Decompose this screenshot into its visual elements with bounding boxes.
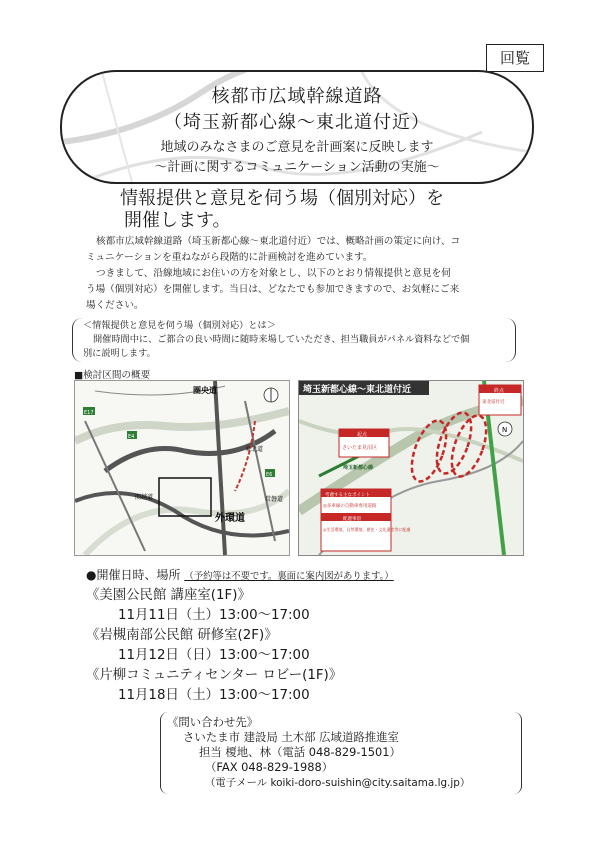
intro-p2-line-1: つきまして、沿線地域にお住いの方を対象とし、以下のとおり情報提供と意見を伺 bbox=[96, 268, 451, 279]
title-line-2: （埼玉新都心線～東北道付近） bbox=[164, 112, 430, 133]
start-label: 起点 bbox=[357, 432, 368, 438]
contact-email: （電子メール koiki-doro-suishin@city.saitama.lg.jp） bbox=[205, 777, 471, 789]
config-label: 配慮事項 bbox=[343, 517, 361, 522]
schedule-heading-row bbox=[86, 566, 394, 583]
note-box bbox=[72, 318, 516, 362]
e6-label: E6 bbox=[266, 472, 273, 478]
venue-1-place: 《美園公民館 講座室(1F)》 bbox=[86, 588, 251, 603]
config-body: ◎生活環境、自然環境、歴史・文化遺産等に配慮 bbox=[323, 527, 411, 532]
contact-fax: （FAX 048-829-1988） bbox=[205, 760, 334, 774]
circulation-label: 回覧 bbox=[486, 44, 544, 72]
consider-body: ◎多車線の自動車専用道路 bbox=[323, 504, 377, 509]
venue-3-datetime: 11月18日（土）13:00～17:00 bbox=[118, 688, 310, 703]
end-label: 終点 bbox=[494, 388, 505, 394]
contact-box bbox=[160, 712, 522, 794]
compass-letter: N bbox=[502, 426, 508, 434]
regional-overview-map bbox=[74, 380, 290, 556]
tohoku-label: 東北道 bbox=[245, 446, 264, 453]
headline bbox=[120, 188, 444, 232]
venue-3-place: 《片柳コミュニティセンター ロビー(1F)》 bbox=[86, 668, 343, 683]
route-name: 埼玉新都心線 bbox=[343, 465, 374, 471]
intro-paragraph-1 bbox=[86, 234, 522, 266]
gaikan-label: 外環道 bbox=[215, 513, 245, 524]
headline-line-1: 情報提供と意見を伺う場（個別対応）を bbox=[120, 188, 444, 209]
venue-2-place: 《岩槻南部公民館 研修室(2F)》 bbox=[86, 628, 278, 643]
subtitle-line-1: 地域のみなさまのご意見を計画案に反映します bbox=[160, 140, 434, 155]
title-banner bbox=[60, 70, 534, 184]
note-line-2: 開催時間中に、ご都合の良い時間に随時来場していただき、担当職員がパネル資料などで個 bbox=[93, 334, 470, 345]
intro-p2-line-2: う場（個別対応）を開催します。当日は、どなたでも参加できますので、お気軽にご来 bbox=[86, 284, 460, 295]
ken-o-label: 圏央道 bbox=[193, 386, 217, 395]
map2-title: 埼玉新都心線～東北道付近 bbox=[303, 385, 412, 395]
end-place: 東北道付近 bbox=[482, 400, 505, 405]
kanetsu-label: 関越道 bbox=[135, 494, 154, 501]
contact-dept: さいたま市 建設局 土木部 広域道路推進室 bbox=[183, 730, 399, 744]
contact-heading: 《問い合わせ先》 bbox=[167, 715, 259, 729]
e17-label: E17 bbox=[84, 410, 94, 416]
intro-paragraph-2 bbox=[86, 266, 522, 314]
title-line-1: 核都市広域幹線道路 bbox=[211, 86, 383, 107]
subtitle-line-2: ～計画に関するコミュニケーション活動の実施～ bbox=[154, 160, 440, 175]
joban-label: 常磐道 bbox=[265, 496, 284, 503]
headline-line-2: 開催します。 bbox=[124, 210, 231, 231]
venue-2-datetime: 11月12日（日）13:00～17:00 bbox=[118, 648, 310, 663]
consider-label: 考慮する主なポイント bbox=[325, 493, 370, 498]
note-heading: ＜情報提供と意見を伺う場（個別対応）とは＞ bbox=[83, 320, 276, 331]
intro-p1-line-2: ミュニケーションを重ねながら段階的に計画検討を進めています。 bbox=[86, 252, 373, 263]
map-section-title: ■検討区間の概要 bbox=[74, 370, 151, 381]
intro-p1-line-1: 核都市広域幹線道路（埼玉新都心線～東北道付近）では、概略計画の策定に向け、コ bbox=[96, 236, 461, 247]
e4-label: E4 bbox=[128, 434, 135, 440]
note-line-3: 別に説明します。 bbox=[83, 348, 156, 359]
intro-p2-line-3: 場ください。 bbox=[86, 300, 144, 311]
venue-1-datetime: 11月11日（土）13:00～17:00 bbox=[118, 608, 310, 623]
contact-staff: 担当 榎地、林（電話 048-829-1501） bbox=[199, 745, 401, 759]
schedule-note: （予約等は不要です。裏面に案内図があります。） bbox=[184, 571, 394, 582]
schedule-heading: ●開催日時、場所 bbox=[86, 568, 181, 582]
start-place: さいたま見沼区 bbox=[342, 445, 378, 451]
study-section-map bbox=[298, 380, 524, 556]
